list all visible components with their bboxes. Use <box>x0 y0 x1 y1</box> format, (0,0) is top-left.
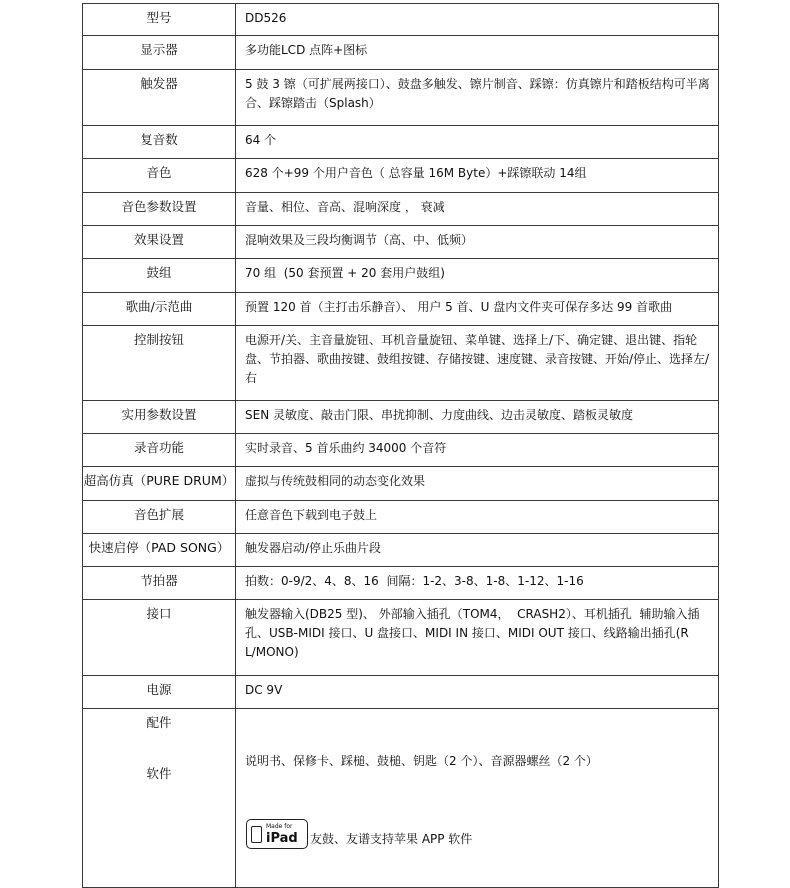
spec-value <box>236 467 719 501</box>
spec-key <box>83 501 236 534</box>
spec-key-text: 电源 <box>146 682 172 697</box>
table-row <box>83 534 719 567</box>
spec-value-text: 混响效果及三段均衡调节（高、中、低频） <box>245 233 474 247</box>
spec-key <box>83 159 236 193</box>
table-row <box>83 159 719 193</box>
spec-value-text: 拍数：0-9/2、4、8、16 间隔：1-2、3-8、1-8、1-12、1-16 <box>245 574 584 588</box>
spec-key-text: 接口 <box>146 606 172 621</box>
spec-value-text: 触发器输入(DB25 型)、 外部输入插孔（TOM4， CRASH2）、耳机插孔 辅助输入插孔、USB-MIDI 接口、U 盘接口、MIDI IN 接口、MIDI OUT 接口、线路输出插孔(R L/MONO) <box>245 607 700 659</box>
spec-key <box>83 534 236 567</box>
spec-value-text: 64 个 <box>245 133 277 147</box>
spec-value <box>236 36 719 70</box>
spec-key <box>83 36 236 70</box>
spec-value-text: DC 9V <box>245 683 283 697</box>
spec-value-text: 70 组 (50 套预置 + 20 套用户鼓组) <box>245 266 445 280</box>
app-support-line <box>245 809 718 849</box>
ipad-icon <box>251 826 262 843</box>
table-row <box>83 401 719 434</box>
spec-value <box>236 159 719 193</box>
spec-value <box>236 434 719 467</box>
spec-value-text: 说明书、保修卡、踩槌、鼓槌、钥匙（2 个）、音源器螺丝（2 个） <box>245 754 598 768</box>
table-row <box>83 600 719 676</box>
spec-value-text: 预置 120 首（主打击乐静音）、 用户 5 首、U 盘内文件夹可保存多达 99 首歌曲 <box>245 300 673 314</box>
spec-key-text: 实用参数设置 <box>121 407 197 422</box>
table-row <box>83 676 719 709</box>
table-row <box>83 467 719 501</box>
spec-table <box>82 3 719 888</box>
spec-value-text: SEN 灵敏度、敲击门限、串扰抑制、力度曲线、边击灵敏度、踏板灵敏度 <box>245 408 633 422</box>
spec-value <box>236 676 719 709</box>
spec-key-text: 音色扩展 <box>133 507 184 522</box>
spec-key-text: 快速启停（PAD SONG） <box>88 540 230 555</box>
table-row <box>83 326 719 401</box>
spec-value <box>236 534 719 567</box>
table-row <box>83 36 719 70</box>
spec-key-text: 节拍器 <box>140 573 178 588</box>
spec-key <box>83 709 236 888</box>
spec-key-text: 超高仿真（PURE DRUM） <box>83 473 235 488</box>
spec-value <box>236 4 719 36</box>
spec-key <box>83 600 236 676</box>
spec-value <box>236 709 719 888</box>
spec-key-text: 音色 <box>146 165 172 180</box>
spec-value <box>236 226 719 259</box>
spec-value <box>236 401 719 434</box>
spec-key <box>83 293 236 326</box>
spec-key <box>83 434 236 467</box>
spec-key <box>83 226 236 259</box>
badge-text <box>266 822 298 846</box>
spec-value-text: DD526 <box>245 11 287 25</box>
table-row <box>83 293 719 326</box>
spec-value <box>236 126 719 159</box>
spec-value-text: 电源开/关、主音量旋钮、耳机音量旋钮、菜单键、选择上/下、确定键、退出键、指轮盘、节拍器、歌曲按键、鼓组按键、存储按键、速度键、录音按键、开始/停止、选择左/右 <box>245 333 710 385</box>
spec-value-text: 多功能LCD 点阵+图标 <box>245 43 368 57</box>
badge-small-text: Made for <box>266 823 293 830</box>
spec-key-text: 效果设置 <box>133 232 184 247</box>
spec-key <box>83 126 236 159</box>
spec-key-text: 复音数 <box>140 132 178 147</box>
spec-value <box>236 193 719 226</box>
spec-value-text: 实时录音、5 首乐曲约 34000 个音符 <box>245 441 447 455</box>
spec-key <box>83 70 236 126</box>
spec-key <box>83 676 236 709</box>
spec-value-text: 任意音色下载到电子鼓上 <box>245 508 378 522</box>
spec-value <box>236 293 719 326</box>
table-row <box>83 567 719 600</box>
table-row <box>83 193 719 226</box>
spec-value <box>236 567 719 600</box>
spec-value <box>236 501 719 534</box>
app-support-text: 友鼓、友谱支持苹果 APP 软件 <box>310 832 473 846</box>
spec-key-text: 歌曲/示范曲 <box>125 299 193 314</box>
spec-value <box>236 70 719 126</box>
spec-value-text: 音量、相位、音高、混响深度 ， 衰减 <box>245 200 445 214</box>
spec-table-body <box>83 4 719 888</box>
table-row <box>83 501 719 534</box>
spec-value <box>236 600 719 676</box>
table-row <box>83 70 719 126</box>
spec-key-text: 控制按钮 <box>133 332 184 347</box>
spec-value-text: 5 鼓 3 镲（可扩展两接口）、鼓盘多触发、镲片制音、踩镲：仿真镲片和踏板结构可半离合、踩镲踏击（Splash） <box>245 77 710 110</box>
made-for-ipad-badge <box>246 819 308 849</box>
spec-key-text: 鼓组 <box>146 265 172 280</box>
spec-key-text: 配件 <box>146 715 172 730</box>
spec-key <box>83 193 236 226</box>
table-row <box>83 126 719 159</box>
badge-big-text: iPad <box>266 831 298 846</box>
spec-key-text: 型号 <box>146 10 172 25</box>
table-row <box>83 434 719 467</box>
spec-value <box>236 326 719 401</box>
spec-value-text: 虚拟与传统鼓相同的动态变化效果 <box>245 474 426 488</box>
spec-key <box>83 259 236 293</box>
spec-value-text: 触发器启动/停止乐曲片段 <box>245 541 382 555</box>
table-row <box>83 4 719 36</box>
table-row <box>83 259 719 293</box>
spec-key <box>83 326 236 401</box>
spec-value <box>236 259 719 293</box>
spec-key <box>83 467 236 501</box>
table-row <box>83 226 719 259</box>
spec-key <box>83 567 236 600</box>
spec-key-text: 音色参数设置 <box>121 199 197 214</box>
spec-key-text: 录音功能 <box>133 440 184 455</box>
spec-key-software-text: 软件 <box>146 766 172 781</box>
spec-key-text: 触发器 <box>140 76 178 91</box>
spec-key <box>83 401 236 434</box>
spec-value-text: 628 个+99 个用户音色（ 总容量 16M Byte）+踩镲联动 14组 <box>245 166 587 180</box>
spec-key <box>83 4 236 36</box>
spec-key-text: 显示器 <box>140 42 178 57</box>
table-row-accessories <box>83 709 719 888</box>
